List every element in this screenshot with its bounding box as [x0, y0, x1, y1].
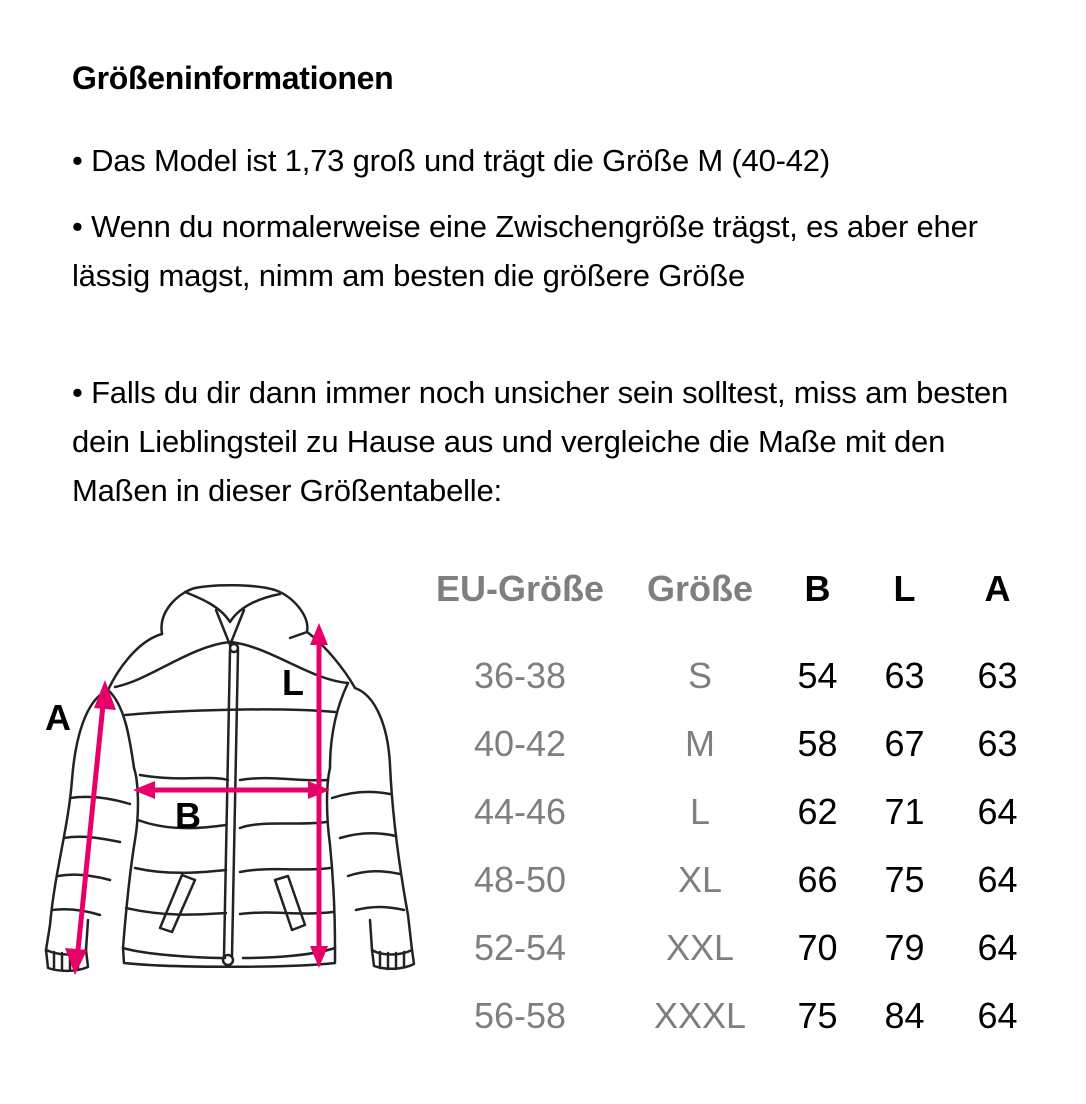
- info-bullet-between-sizes: • Wenn du normalerweise eine Zwischengröße trägst, es aber eher lässig magst, nimm am besten die größere Größe: [72, 209, 978, 293]
- cell-size: XXL: [665, 927, 735, 968]
- cell-a: 64: [977, 791, 1018, 832]
- info-bullet-model: • Das Model ist 1,73 groß und trägt die Größe M (40-42): [72, 143, 830, 178]
- label-l: L: [282, 662, 304, 703]
- cell-size: L: [689, 791, 711, 832]
- cell-a: 64: [977, 859, 1018, 900]
- cell-l: 63: [884, 655, 925, 696]
- cell-a: 63: [977, 655, 1018, 696]
- cell-l: 71: [884, 791, 925, 832]
- cell-b: 62: [797, 791, 838, 832]
- cell-size: S: [687, 655, 712, 696]
- cell-a: 64: [977, 995, 1018, 1036]
- header-l: L: [893, 568, 916, 609]
- cell-eu-size: 56-58: [473, 995, 567, 1036]
- cell-eu-size: 44-46: [473, 791, 567, 832]
- cell-eu-size: 36-38: [473, 655, 567, 696]
- cell-a: 64: [977, 927, 1018, 968]
- cell-eu-size: 52-54: [473, 927, 567, 968]
- cell-b: 54: [797, 655, 838, 696]
- header-b: B: [804, 568, 831, 609]
- cell-l: 67: [884, 723, 925, 764]
- cell-eu-size: 40-42: [473, 723, 567, 764]
- cell-size: M: [685, 723, 715, 764]
- cell-b: 75: [797, 995, 838, 1036]
- label-b: B: [175, 795, 201, 836]
- page-title: Größeninformationen: [72, 60, 394, 96]
- header-eu-size: EU-Größe: [435, 568, 604, 609]
- jacket-measurement-diagram: [30, 570, 430, 990]
- cell-b: 66: [797, 859, 838, 900]
- header-size: Größe: [646, 568, 753, 609]
- cell-size: XL: [677, 859, 723, 900]
- jacket-illustration-icon: [30, 570, 430, 990]
- cell-a: 63: [977, 723, 1018, 764]
- header-a: A: [984, 568, 1011, 609]
- label-a: A: [45, 697, 71, 738]
- info-bullet-measure: • Falls du dir dann immer noch unsicher sein solltest, miss am besten dein Lieblingsteil zu Hause aus und vergleiche die Maße mit den Maßen in dieser Größentabelle:: [72, 375, 1009, 508]
- cell-l: 75: [884, 859, 925, 900]
- cell-b: 70: [797, 927, 838, 968]
- cell-b: 58: [797, 723, 838, 764]
- cell-eu-size: 48-50: [473, 859, 567, 900]
- cell-l: 79: [884, 927, 925, 968]
- cell-l: 84: [884, 995, 925, 1036]
- cell-size: XXXL: [653, 995, 747, 1036]
